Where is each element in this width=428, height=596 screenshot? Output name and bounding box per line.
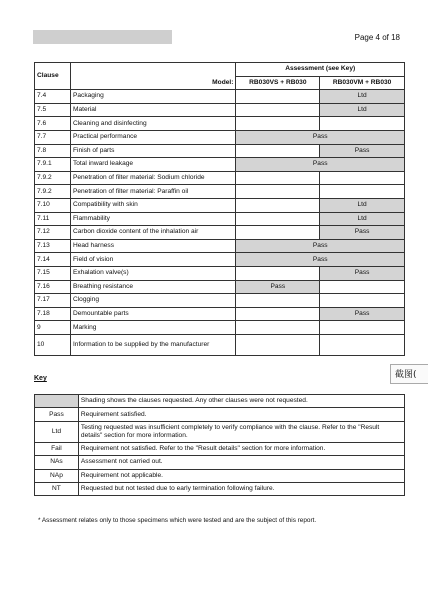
clause-number: 7.7 (35, 130, 71, 144)
clause-number: 7.14 (35, 253, 71, 267)
clause-number: 7.17 (35, 294, 71, 308)
clause-number: 7.4 (35, 90, 71, 104)
result-cell-model-2: Ltd (320, 198, 405, 212)
key-row (35, 395, 405, 408)
clause-number: 7.5 (35, 103, 71, 117)
table-row (35, 117, 405, 131)
key-code: Ltd (35, 421, 79, 442)
table-row (35, 266, 405, 280)
table-row (35, 253, 405, 267)
result-cell-model-2: Pass (320, 226, 405, 240)
key-row (35, 421, 405, 442)
redacted-header-block (33, 30, 172, 44)
key-row (35, 442, 405, 455)
result-cell-model-2 (320, 117, 405, 131)
clause-description: Compatibility with skin (70, 198, 235, 212)
clause-number: 7.9.1 (35, 158, 71, 172)
clause-description: Marking (70, 321, 235, 335)
clause-number: 7.10 (35, 198, 71, 212)
key-code: NT (35, 482, 79, 495)
clause-description: Flammability (70, 212, 235, 226)
key-description: Requested but not tested due to early termination following failure. (78, 482, 404, 495)
clause-number: 7.11 (35, 212, 71, 226)
result-cell-model-2: Pass (320, 266, 405, 280)
table-row (35, 334, 405, 355)
result-cell-model-1 (236, 185, 320, 199)
key-description: Assessment not carried out. (78, 456, 404, 469)
key-description: Requirement not satisfied. Refer to the "Result details" section for more information. (78, 442, 404, 455)
clause-description: Clogging (70, 294, 235, 308)
clause-number: 7.6 (35, 117, 71, 131)
result-cell-model-1 (236, 321, 320, 335)
clause-description: Finish of parts (70, 144, 235, 158)
table-row (35, 158, 405, 172)
table-row (35, 130, 405, 144)
result-cell-model-2: Ltd (320, 103, 405, 117)
result-cell-model-2: Ltd (320, 212, 405, 226)
table-row (35, 239, 405, 253)
key-code: NAp (35, 469, 79, 482)
clause-description: Demountable parts (70, 307, 235, 321)
clause-description: Material (70, 103, 235, 117)
result-cell: Pass (236, 239, 405, 253)
table-row (35, 185, 405, 199)
model-2-header: RB030VM + RB030 (320, 76, 405, 90)
table-row (35, 90, 405, 104)
assessment-header: Assessment (see Key) (236, 63, 405, 77)
table-row (35, 212, 405, 226)
table-row (35, 144, 405, 158)
result-cell-model-1 (236, 226, 320, 240)
clause-number: 7.18 (35, 307, 71, 321)
clause-number: 9 (35, 321, 71, 335)
result-cell-model-1 (236, 171, 320, 185)
clause-number: 7.12 (35, 226, 71, 240)
model-1-header: RB030VS + RB030 (236, 76, 320, 90)
table-row (35, 226, 405, 240)
table-row (35, 171, 405, 185)
result-cell-model-1 (236, 294, 320, 308)
clause-description: Carbon dioxide content of the inhalation air (70, 226, 235, 240)
result-cell: Pass (236, 158, 405, 172)
result-cell-model-2 (320, 185, 405, 199)
clause-description: Packaging (70, 90, 235, 104)
result-cell-model-1 (236, 266, 320, 280)
model-header-row (35, 76, 405, 90)
clause-description: Information to be supplied by the manufacturer (70, 334, 235, 355)
model-label: Model: (70, 76, 235, 90)
key-row (35, 469, 405, 482)
result-cell-model-1 (236, 198, 320, 212)
table-row (35, 294, 405, 308)
result-cell: Pass (236, 130, 405, 144)
result-cell-model-2 (320, 280, 405, 294)
page-number: Page 4 of 18 (354, 33, 400, 42)
clause-description: Total inward leakage (70, 158, 235, 172)
result-cell-model-2 (320, 321, 405, 335)
clause-number: 7.8 (35, 144, 71, 158)
table-row (35, 280, 405, 294)
clause-number: 7.9.2 (35, 171, 71, 185)
key-code (35, 395, 79, 408)
clause-number: 7.13 (35, 239, 71, 253)
screenshot-tool-tab[interactable]: 截图( (390, 364, 428, 384)
key-table (34, 394, 405, 496)
result-cell-model-1: Pass (236, 280, 320, 294)
table-row (35, 307, 405, 321)
result-cell-model-1 (236, 103, 320, 117)
result-cell-model-2: Ltd (320, 90, 405, 104)
clause-number: 7.9.2 (35, 185, 71, 199)
clause-description: Field of vision (70, 253, 235, 267)
key-code: Fail (35, 442, 79, 455)
key-row (35, 456, 405, 469)
result-cell-model-1 (236, 144, 320, 158)
table-row (35, 198, 405, 212)
clause-description: Penetration of filter material: Paraffin oil (70, 185, 235, 199)
result-cell-model-2 (320, 171, 405, 185)
key-description: Shading shows the clauses requested. Any other clauses were not requested. (78, 395, 404, 408)
footnote: * Assessment relates only to those specimens which were tested and are the subject of this report. (38, 517, 317, 524)
key-title: Key (34, 375, 47, 382)
clause-description: Practical performance (70, 130, 235, 144)
result-cell-model-1 (236, 307, 320, 321)
result-cell-model-2 (320, 294, 405, 308)
result-cell-model-2: Pass (320, 307, 405, 321)
table-row (35, 103, 405, 117)
key-code: NAs (35, 456, 79, 469)
assessment-table (34, 62, 405, 356)
key-description: Requirement satisfied. (78, 408, 404, 421)
result-cell-model-2: Pass (320, 144, 405, 158)
result-cell-model-2 (320, 334, 405, 355)
result-cell-model-1 (236, 334, 320, 355)
result-cell-model-1 (236, 117, 320, 131)
key-description: Testing requested was insufficient completely to verify compliance with the clause. Refer to the "Result details" section for more information. (78, 421, 404, 442)
clause-description: Exhalation valve(s) (70, 266, 235, 280)
key-row (35, 482, 405, 495)
clause-number: 7.15 (35, 266, 71, 280)
result-cell: Pass (236, 253, 405, 267)
clause-number: 10 (35, 334, 71, 355)
key-row (35, 408, 405, 421)
table-header-row (35, 63, 405, 77)
key-code: Pass (35, 408, 79, 421)
clause-header: Clause (35, 63, 71, 90)
clause-description: Penetration of filter material: Sodium chloride (70, 171, 235, 185)
result-cell-model-1 (236, 90, 320, 104)
clause-number: 7.16 (35, 280, 71, 294)
clause-description: Cleaning and disinfecting (70, 117, 235, 131)
clause-description: Head harness (70, 239, 235, 253)
result-cell-model-1 (236, 212, 320, 226)
table-row (35, 321, 405, 335)
key-description: Requirement not applicable. (78, 469, 404, 482)
clause-description: Breathing resistance (70, 280, 235, 294)
